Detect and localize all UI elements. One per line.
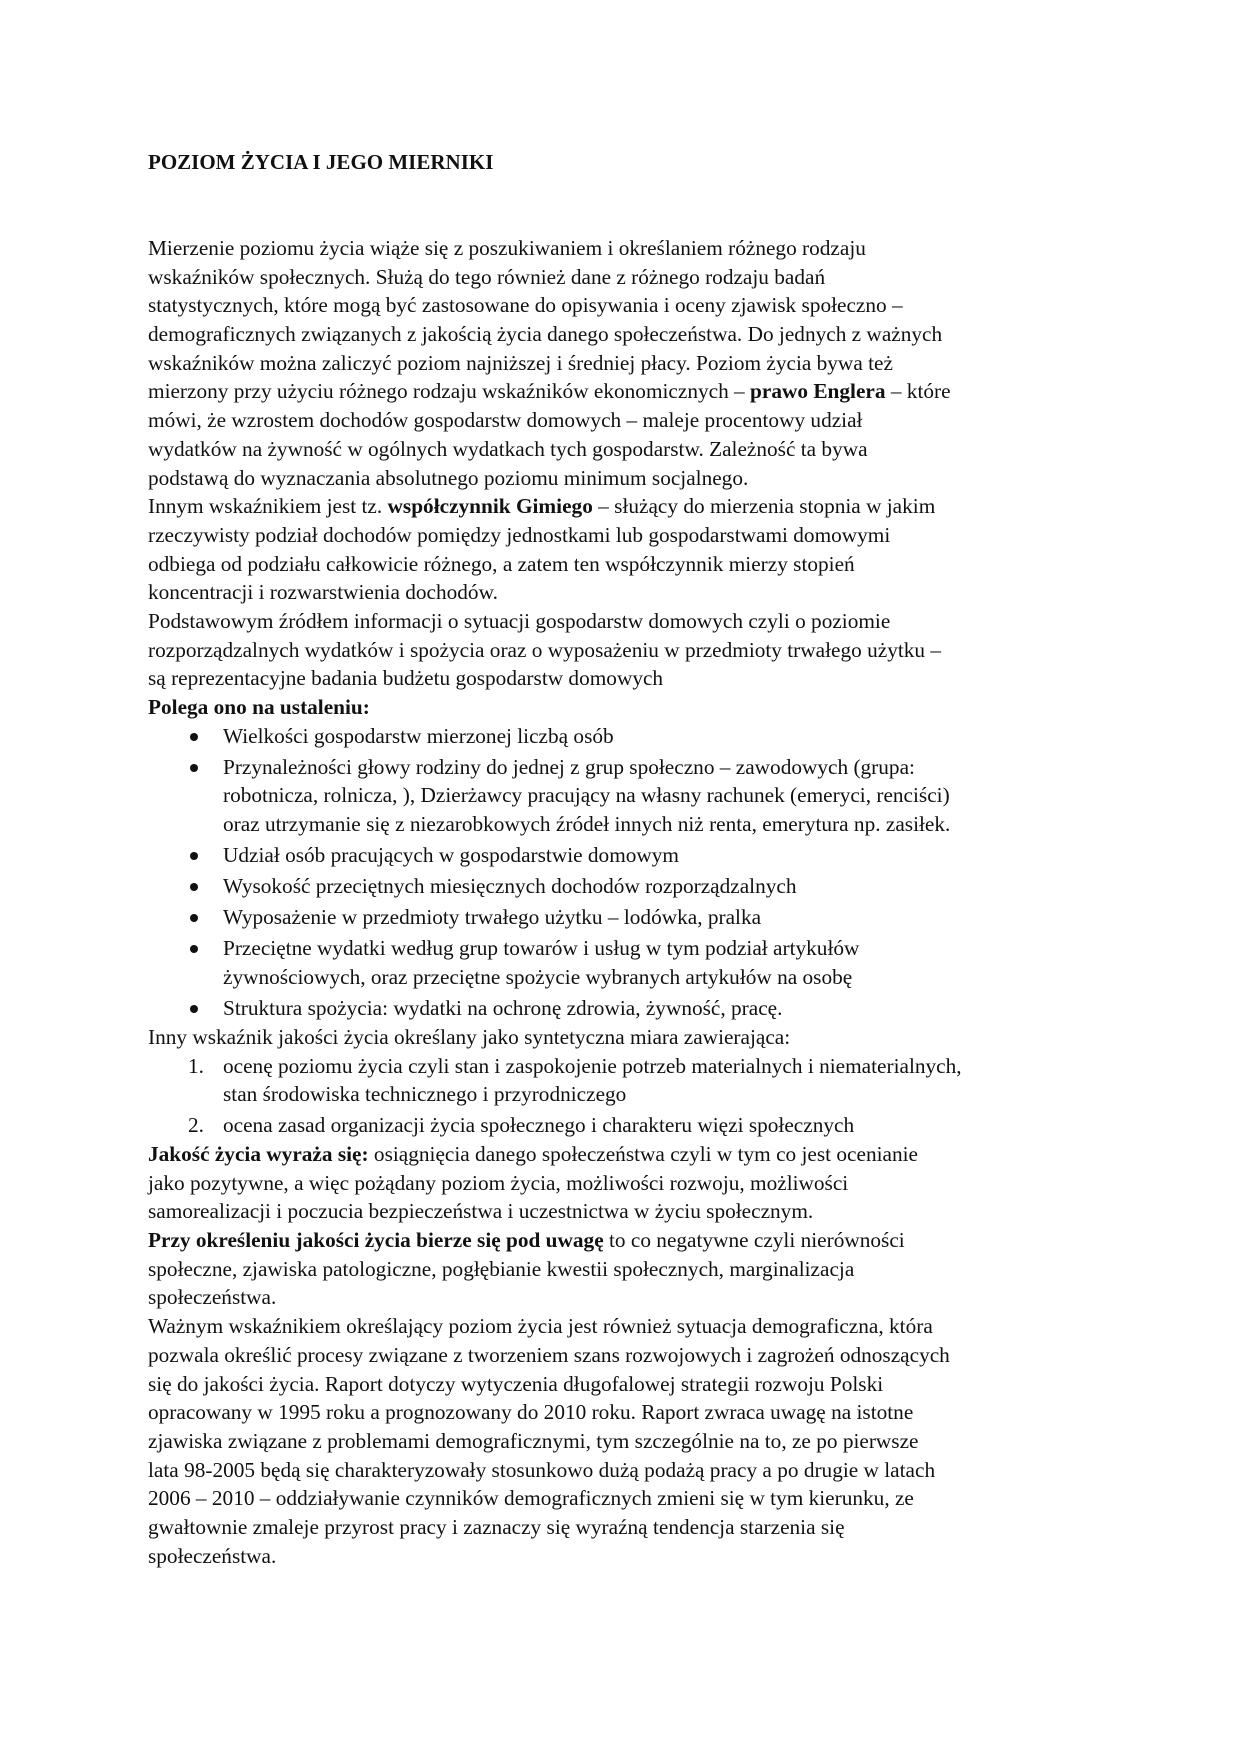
text-segment: się do jakości życia. Raport dotyczy wytyczenia długofalowej strategii rozwoju Polski — [148, 1371, 884, 1396]
bullet-icon — [190, 852, 198, 860]
text-line — [148, 1398, 1108, 1427]
list-item-continuation — [148, 781, 1108, 810]
bullet-icon — [190, 764, 198, 772]
bullet-list-item — [148, 934, 1108, 963]
text-segment: wskaźników społecznych. Służą do tego również dane z różnego rodzaju badań — [148, 264, 826, 289]
text-segment: żywnościowych, oraz przeciętne spożycie wybranych artykułów na osobę — [223, 965, 853, 990]
text-line — [148, 1427, 1108, 1456]
text-segment: to co negatywne czyli nierówności — [603, 1228, 905, 1253]
bullet-list-item — [148, 722, 1108, 751]
text-line — [148, 1197, 1108, 1226]
text-segment: Udział osób pracujących w gospodarstwie domowym — [223, 843, 680, 868]
text-segment: jako pozytywne, a więc pożądany poziom życia, możliwości rozwoju, możliwości — [148, 1170, 849, 1195]
text-segment: Wielkości gospodarstw mierzonej liczbą osób — [223, 723, 614, 748]
text-segment: są reprezentacyjne badania budżetu gospodarstw domowych — [148, 666, 664, 691]
text-segment: podstawą do wyznaczania absolutnego poziomu minimum socjalnego. — [148, 465, 749, 490]
text-line — [148, 607, 1108, 636]
document-body — [148, 234, 1108, 1570]
text-line — [148, 377, 1108, 406]
text-segment: ocena zasad organizacji życia społecznego i charakteru więzi społecznych — [223, 1113, 855, 1138]
text-segment: pozwala określić procesy związane z tworzeniem szans rozwojowych i zagrożeń odnoszących — [148, 1342, 950, 1367]
text-line — [148, 578, 1108, 607]
text-line — [148, 636, 1108, 665]
text-segment: Przynależności głowy rodziny do jednej z grup społeczno – zawodowych (grupa: — [223, 754, 915, 779]
bold-term: współczynnik Gimiego — [387, 494, 593, 519]
text-line — [148, 320, 1108, 349]
text-line — [148, 1226, 1108, 1255]
text-segment: Mierzenie poziomu życia wiąże się z poszukiwaniem i określaniem różnego rodzaju — [148, 236, 866, 260]
numbered-list-item — [148, 1052, 1108, 1081]
text-line — [148, 1255, 1108, 1284]
text-line — [148, 1370, 1108, 1399]
bold-term: Przy określeniu jakości życia bierze się pod uwagę — [148, 1228, 604, 1253]
text-segment: demograficznych związanych z jakością życia danego społeczeństwa. Do jednych z ważnych — [148, 322, 943, 347]
text-segment: 2006 – 2010 – oddziaływanie czynników demograficznych zmieni się w tym kierunku, ze — [148, 1486, 914, 1511]
text-line — [148, 1169, 1108, 1198]
text-line — [148, 1283, 1108, 1312]
document-title: POZIOM ŻYCIA I JEGO MIERNIKI — [148, 150, 494, 174]
text-segment: statystycznych, które mogą być zastosowane do opisywania i oceny zjawisk społeczno – — [148, 293, 903, 318]
text-line — [148, 291, 1108, 320]
text-segment: Ważnym wskaźnikiem określający poziom życia jest również sytuacja demograficzna, która — [148, 1314, 933, 1339]
text-segment: Inny wskaźnik jakości życia określany jako syntetyczna miara zawierająca: — [148, 1024, 791, 1049]
text-segment: zjawiska związane z problemami demograficznymi, tym szczególnie na to, ze po pierwsze — [148, 1428, 919, 1453]
bullet-list-item — [148, 903, 1108, 932]
text-line — [148, 1023, 1108, 1052]
text-segment: Innym wskaźnikiem jest tz. — [148, 494, 388, 519]
text-segment: koncentracji i rozwarstwienia dochodów. — [148, 580, 498, 605]
text-segment: rzeczywisty podział dochodów pomiędzy jednostkami lub gospodarstwami domowymi — [148, 522, 891, 547]
text-line — [148, 1140, 1108, 1169]
bullet-list-item — [148, 994, 1108, 1023]
bold-term: Polega ono na ustaleniu: — [148, 695, 370, 719]
text-line — [148, 435, 1108, 464]
text-line — [148, 1456, 1108, 1485]
text-segment: ocenę poziomu życia czyli stan i zaspokojenie potrzeb materialnych i niematerialnych, — [223, 1053, 962, 1078]
text-segment: – które — [885, 379, 951, 404]
bullet-icon — [190, 883, 198, 891]
text-line — [148, 664, 1108, 693]
list-item-continuation — [148, 1080, 1108, 1109]
text-segment: Struktura spożycia: wydatki na ochronę zdrowia, żywność, pracę. — [223, 996, 783, 1021]
text-segment: osiągnięcia danego społeczeństwa czyli w tym co jest ocenianie — [368, 1142, 918, 1167]
text-line — [148, 1484, 1108, 1513]
text-line — [148, 521, 1108, 550]
text-segment: gwałtownie zmaleje przyrost pracy i zaznaczy się wyraźną tendencja starzenia się — [148, 1514, 845, 1539]
list-item-continuation — [148, 963, 1108, 992]
text-line — [148, 1312, 1108, 1341]
text-segment: – służący do mierzenia stopnia w jakim — [592, 494, 936, 519]
text-line — [148, 550, 1108, 579]
text-line — [148, 234, 1108, 263]
text-segment: wydatków na żywność w ogólnych wydatkach tych gospodarstw. Zależność ta bywa — [148, 436, 868, 461]
text-segment: lata 98-2005 będą się charakteryzowały stosunkowo dużą podażą pracy a po drugie w latach — [148, 1457, 936, 1482]
text-segment: samorealizacji i poczucia bezpieczeństwa i uczestnictwa w życiu społecznym. — [148, 1199, 814, 1224]
text-segment: Wysokość przeciętnych miesięcznych dochodów rozporządzalnych — [223, 874, 797, 899]
bullet-list-item — [148, 753, 1108, 782]
bold-term: prawo Englera — [750, 379, 886, 404]
text-segment: Wyposażenie w przedmioty trwałego użytku – lodówka, pralka — [223, 905, 762, 930]
text-segment: społeczeństwa. — [148, 1285, 277, 1310]
text-line — [148, 464, 1108, 493]
text-segment: społeczne, zjawiska patologiczne, pogłębianie kwestii społecznych, marginalizacja — [148, 1256, 855, 1281]
text-segment: opracowany w 1995 roku a prognozowany do 2010 roku. Raport zwraca uwagę na istotne — [148, 1400, 914, 1425]
text-segment: oraz utrzymanie się z niezarobkowych źródeł innych niż renta, emerytura np. zasiłek. — [223, 812, 951, 837]
list-number: 2. — [188, 1113, 204, 1138]
text-segment: społeczeństwa. — [148, 1543, 277, 1568]
text-segment: Przeciętne wydatki według grup towarów i usług w tym podział artykułów — [223, 936, 860, 961]
list-item-continuation — [148, 810, 1108, 839]
text-segment: Podstawowym źródłem informacji o sytuacji gospodarstw domowych czyli o poziomie — [148, 608, 891, 633]
bullet-list-item — [148, 872, 1108, 901]
numbered-list-item — [148, 1111, 1108, 1140]
text-segment: mówi, że wzrostem dochodów gospodarstw domowych – maleje procentowy udział — [148, 408, 863, 433]
text-line — [148, 263, 1108, 292]
bullet-icon — [190, 1005, 198, 1013]
text-line — [148, 1542, 1108, 1571]
text-line — [148, 1513, 1108, 1542]
text-segment: odbiega od podziału całkowicie różnego, a zatem ten współczynnik mierzy stopień — [148, 551, 855, 576]
text-segment: wskaźników można zaliczyć poziom najniższej i średniej płacy. Poziom życia bywa też — [148, 350, 893, 375]
text-line — [148, 349, 1108, 378]
bold-term: Jakość życia wyraża się: — [148, 1142, 369, 1167]
text-segment: rozporządzalnych wydatków i spożycia oraz o wyposażeniu w przedmioty trwałego użytku – — [148, 637, 942, 662]
text-segment: stan środowiska technicznego i przyrodniczego — [223, 1082, 627, 1107]
text-line — [148, 406, 1108, 435]
text-line — [148, 1341, 1108, 1370]
bullet-icon — [190, 733, 198, 741]
list-number: 1. — [188, 1053, 204, 1078]
bullet-list-item — [148, 841, 1108, 870]
text-line — [148, 693, 1108, 722]
bullet-icon — [190, 914, 198, 922]
text-line — [148, 492, 1108, 521]
text-segment: robotnicza, rolnicza, ), Dzierżawcy pracujący na własny rachunek (emeryci, renciści) — [223, 783, 950, 808]
text-segment: mierzony przy użyciu różnego rodzaju wskaźników ekonomicznych – — [148, 379, 751, 404]
bullet-icon — [190, 945, 198, 953]
